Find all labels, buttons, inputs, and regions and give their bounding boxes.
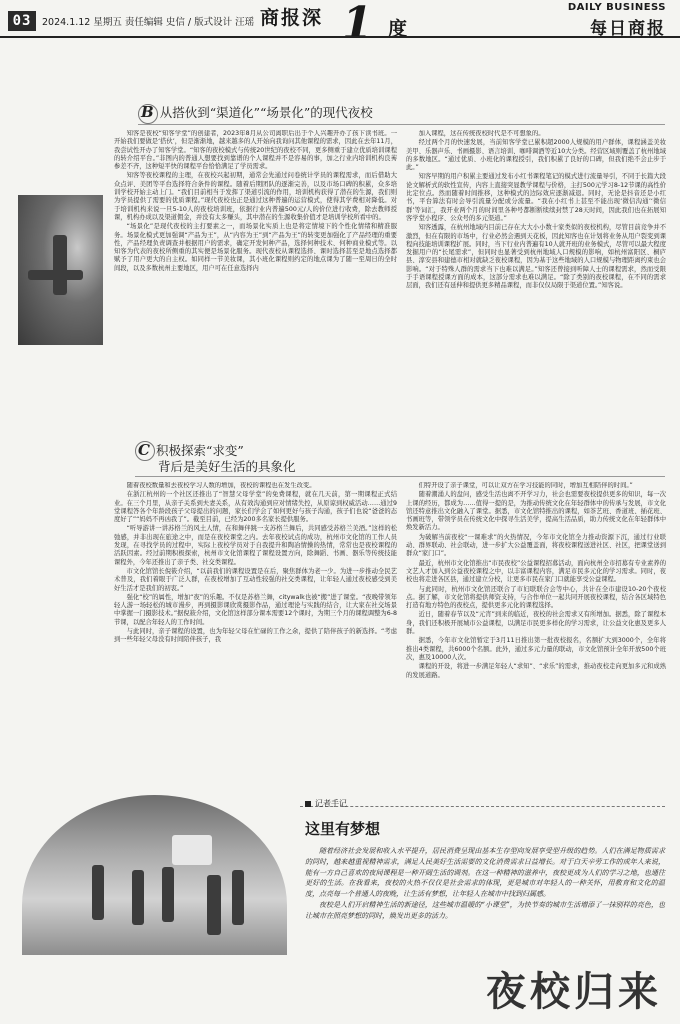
paragraph: 据悉，今年市文化馆暂定于3月11日推出第一批夜校报名，名额扩大到3000个，全年将推出4类课程，共6000个名额。此外，通过多元力量的联动，市文化馆预计全年开放500个班次，惠及10000人次。 <box>406 637 666 661</box>
notes-body <box>305 846 665 922</box>
dance-class-photo <box>22 795 287 955</box>
yoga-figure <box>53 235 67 295</box>
paragraph: 市文化馆馆长倪筱介绍，“以前我们的课程设置是在后，聚焦群体为老一少。为进一步推动全民艺术普及，我们着眼于广泛人群，在夜校增加了互动性较强的社交类课程，让年轻人通过夜校感受到美好生活才是我们的初衷。” <box>114 567 397 592</box>
newspaper-name-cn: 每日商报 <box>590 19 666 39</box>
section-b-right-column <box>406 130 666 430</box>
paragraph: 在浙江杭州的一个社区还推出了“智慧父母学堂”的免费课程，就在几天前，第一期课程正式结业。在三个月里，从亲子关系到夫妻关系，从有效沟通到应对情绪失控，从原谅到权威活动……通过9堂课程答各个年龄段孩子父母提出的问题，家长们学会了如何更好与孩子沟通，孩子们也说“爸爸的态度好了”“妈妈不再凶我了”。截至目前，已经为200多名家长提供服务。 <box>114 491 397 524</box>
paragraph: 随着潮涌人的盘问，感受生活也离不开学习力，社会也需要夜校提供更多的知识，每一次上课的经历，都成为……值得一提的是，为推动传统文化在年轻群体中的传承与发展，市文化馆还特意推出文化融入了课堂。据悉，市文化馆特推出的课程，如茶艺班、香道班、插花班、书画班等，带领学员在传统文化中探寻生活美学，提高生活品质，助力传统文化在年轻群体中焕发新活力。 <box>406 491 666 532</box>
dancer-figure <box>207 875 221 935</box>
paragraph: 随着夜校数量和去夜校学习人数的增加，夜校的课程也在发生改变。 <box>126 482 316 489</box>
paragraph: 强化“校”的属性，增加“夜”的乐趣。不仅是苏格兰舞，citywalk也被“搬”进了课堂。“夜晚带领年轻人游一场轻松的城市漫步，再到摄影课欣赏摄影作品，通过理论与实践的结合，让大家在社交场景中掌握一门摄影技术。”据倪筱介绍，文化馆这样部分课本需要12个课时，为期三个月的课程调整为6-8节课，以配合年轻人的工作时间。 <box>114 593 397 626</box>
paragraph: “听导游讲一讲苏格兰的风土人情，在和舞伴跳一支苏格兰舞后，共同感受苏格兰美酒。”这样的松弛感，并非出现在旅途之中，而是在夜校课堂之内。去年夜校试点的成功，杭州市文化馆的工作人员发现，在寻找学员的过程中，实际上夜校学员对于自我提升和陶冶情操的热情，常常也是夜校课程的活跃因素。经过前期积极探索，杭州市文化馆课程了课程设置方向，除舞蹈、书画、器乐等传统技能课程外，今年还推出了亲子类、社交类课程。 <box>114 525 397 566</box>
section-b-left-column <box>114 130 397 430</box>
section-c-letter: C <box>138 441 150 459</box>
paragraph: 与此同时，杭州市文化馆还联合了市妇联联合会等中心，共计在全市建设10-20个夜校点。据了解，市文化馆将提供师资支持，与合作单位一起共同开展夜校课程，结合各区域特色打造有地方特色的夜校点，提供更多元化的课程选择。 <box>406 585 666 610</box>
newspaper-name-en: DAILY BUSINESS <box>567 2 666 13</box>
paragraph: 随着经济社会发展和收入水平提升，居民消费呈现由基本生存型向发展享受型升级的趋势。人们在满足物质需求的同时，越来越重视精神需求，满足人民美好生活需要的文化消费需求日益增长。对于白天辛劳工作的成年人来说，能有一方自己喜欢的夜间课程是一种开阔生活的调剂。在这一种精神的滋养中，夜校更成为人们的学习之地，也通往更好的生活。在我看来，夜校的火热不仅仅是社会需求的体现，更是城市对年轻人的一种关怀，用教育和文化的温度，点亮每一个普通人的夜晚，让生活有梦想，让年轻人在城市中找到归属感。 <box>305 847 665 899</box>
issue-info: 2024.1.12 星期五 责任编辑 史信 / 版式设计 汪瑶 <box>42 17 255 28</box>
paragraph: 课程的开设，将进一步满足年轻人“求知”、“求乐”的需求，推动夜校走向更加多元和成熟的发展道路。 <box>406 663 666 679</box>
paragraph: 为破解当前夜校“一课难求”的火热情况，今年市文化馆全力推动资源下沉，通过行业联动、群界联动、社会联动，进一步扩大公益覆盖面，将夜校课程送进社区、社区，把课堂送到群众“家门口”。 <box>406 533 666 558</box>
column-brand-part2: 度 <box>388 18 408 40</box>
yoga-class-photo <box>18 195 103 345</box>
notes-title: 这里有梦想 <box>305 820 381 838</box>
section-b-title: 从搭伙到“渠道化”“场景化”的现代夜校 <box>159 105 373 120</box>
section-b-rule <box>138 124 665 125</box>
notes-tag: 记者手记 <box>305 798 347 809</box>
paragraph: 知客是夜校“知客学堂”的创建者，2023年8月从公司离职后出于个人兴趣开办了孩下读书班。一开始我们要做是‘搭伙’，但是渐渐地，越来越多的人开始向我询问其他课程的需求，因此在去年11月，我尝试性开办了知客学堂。“知客的夜校模式与传统20世纪的夜校不同，更多侧重于建立优质培训课程的转介绍平台。”非图内的普通人想要找到靠谱的个人课程并不是容易的事，加之行业内培训机构良莠参差不齐，这种短平快的课程平台恰恰满足了学员需求。 <box>114 130 397 171</box>
page-number: 03 <box>8 11 36 31</box>
column-brand-part1: 商报深 <box>260 7 324 29</box>
notes-rule <box>300 806 665 807</box>
dancer-figure <box>132 870 144 925</box>
dancer-figure <box>232 870 244 925</box>
paragraph: 与此同时，亲子课程的设置，也为年轻父母在忙碌的工作之余，提供了陪伴孩子的新选择。“考虑到一些年轻父母没有时间陪伴孩子，我 <box>114 628 397 644</box>
dancer-figure <box>92 865 104 920</box>
section-c-rule <box>135 476 665 477</box>
paragraph: 最近，杭州市文化馆推出“市民夜校”公益课程招募活动，面向杭州全市招募有专业素养的文艺人才加入到公益夜校课程之中，以丰富课程内容，满足市民多元化的学习需求。同时，夜校也将走进各区县，通过建立分校，让更多市民在家门口就能享受公益课程。 <box>406 559 666 584</box>
section-c-left-column <box>114 482 397 784</box>
yoga-figure-arm <box>28 270 83 280</box>
section-c-right-column <box>406 482 666 784</box>
paragraph: 加入课程，这在传统夜校时代是不可想象的。 <box>418 130 545 137</box>
section-c-title-line2: 背后是美好生活的具象化 <box>158 459 296 474</box>
section-c-title-line1: 积极探索“求变” <box>155 443 244 458</box>
paragraph: 们特开设了亲子课堂，可以让双方在学习技能的同时，增加互相陪伴的时间。” <box>418 482 633 489</box>
column-brand-number: 1 <box>342 0 373 49</box>
paragraph: 夜校是人们开启精神生活的新途径，这些城市温暖的“小课堂”，为快节奏的城市生活增添了一抹别样的亮色，也让城市在照亮梦想的同时，焕发出更多的活力。 <box>305 900 665 920</box>
section-b-heading <box>141 103 373 121</box>
section-b-letter: B <box>141 103 154 121</box>
paragraph: 近日，随着春节以及“元宵”到来的临近，夜校的社会需求又有所增加。据悉，除了课程本身，我们还积极开展城市公益课程，以满足市民更多样化的学习需求，让公益文化惠及更多人群。 <box>406 611 666 636</box>
feature-title: 夜校归来 <box>486 969 662 1015</box>
paragraph: 知客等夜校课程的主理，在夜校兴起初期，通常会先通过问卷统计学员的课程需求，而后借助大众点评、美团等平台选择符合条件的课程。随着后期团队的逐渐完善，以及市场口碑的积累，众多培训学校开始主动上门。“我们目前相当于发挥了渠道引流的作用，培训机构获得了潜在的生源，我们则为学员提供了需要的优质课程。”现代夜校也正是通过这种普遍的运营模式，使得其学费相对降低。对于培训机构来说一旦5-10人的夜校培训班，依据行业内普遍500元/人的价位进行收费，除去教师授课，机构办成以及渠道佣金，并没有太多赚头，其中潜在的生源收集价值才是培训学校所看中的。 <box>114 172 397 221</box>
dancer-figure <box>162 867 174 922</box>
paragraph: 知客早期的用户积累主要通过发布小红书课程笔记的模式进行流量导引，不同于长篇大段论文解析式的软性宣传，内容上直接突显教学课程与价格，主打500元学习8-12节课的高性价比定位点。然而随着时间推移，这种模式的边际效应逐渐减退。同时，无论是抖音还是小红书，平台算法有时会导引流量分配或分流量。“我在小红书上甚至不能出现‘微信沟通’‘微信群’等词汇，我开业两个月的时间里各种号都断断续续封禁了28天时间，因此我们也在拓展知客学堂小程序、公众号的多元渠道。” <box>406 173 666 222</box>
ceiling-light <box>172 835 212 865</box>
paragraph: 知客透露，在杭州地域内目前已存在大大小小数十家类似的夜校机构，尽管目前竞争并不激烈，但在有限的市场中，行业必然会遇到天花板，因此知客也在计划将业务从用户裂变到课程向技能培训课程扩展。同时，当下行业内普遍有10人就开班的业务模式，尽管可以最大程度发掘用户的“长尾需求”，但同时也显著受到杭州地域人口规模的影响，如杭州富阳区、桐庐县、淳安县和建德市相对就缺乏夜校课程，因为基于这些地域的人口规模与物理距离约束也会影响。“对于特殊人群的需求当下也难以满足。”知客还曾接到听障人士的课程需求，然而受限于手语课程授课方面的成本，这部分需求也难以满足。“除了类别的夜校课程，在不同的需求层面，我们还有延伸和提供更多精品课程，而非仅仅局限于渠道位置。”知客说。 <box>406 224 666 290</box>
paragraph: “场景化”是现代夜校的主打要素之一，而场景化实质上也是将定情境下的个性化情绪和精准服务。场景化模式更加强调“产品为王”，从“内容为王”到“产品为王”的转变更加强化了产品经理的重要性，产品经理负责调查并根据用户的需求，确定开发何种产品，选择何种技术、何种商业模式等。以知客为代表的夜校所侧重的其实便是场景化服务。现代夜校从课程选择、课时选择甚至是地点选择都赋予了用户更大的自主权。如同样一节美妆课，其小班化课程则约定的地点课为了随一至周日的全时间段，以及多数杭州主要地区，用户可在任意选择内 <box>114 223 397 272</box>
paragraph: 经过两个月的快速发展，当前知客学堂已累积超2000人规模的用户群体，课程涵盖美妆美甲、乐器声乐、书画摄影、语言培训、咖啡调酒等近10大分类。经营区域则覆盖了杭州地域的多数地区。“通过优质、小班化的课程授引，我们积累了良好的口碑，但我们绝不会止步于此。” <box>406 139 666 172</box>
header-rule <box>0 36 680 38</box>
